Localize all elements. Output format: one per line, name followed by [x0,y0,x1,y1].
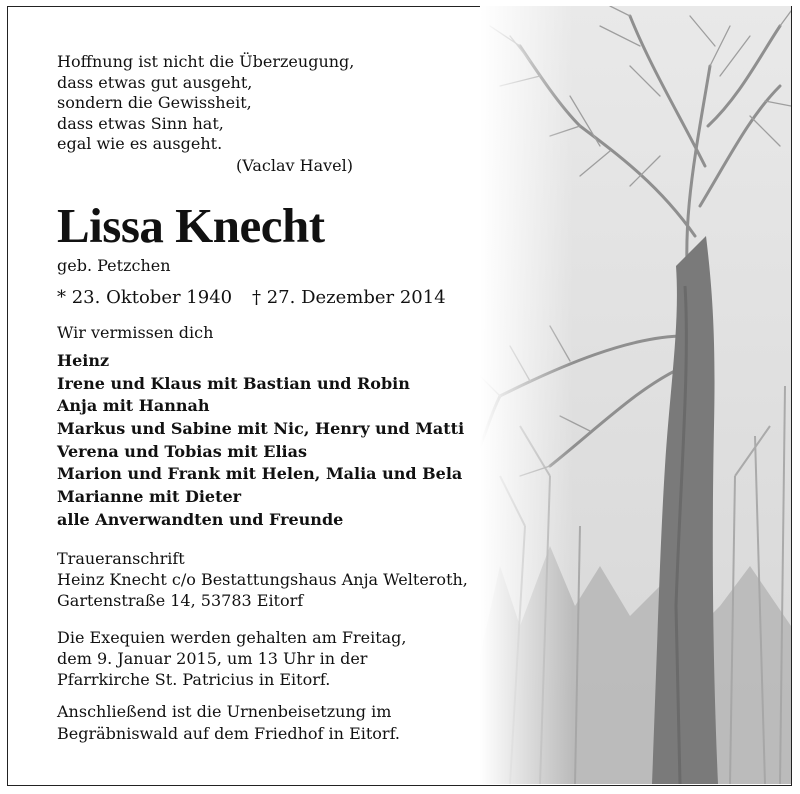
service-line: Die Exequien werden gehalten am Freitag, [57,628,407,647]
mourner-line: Verena und Tobias mit Elias [57,441,307,461]
service-info [57,627,407,690]
mourners-list [57,350,464,532]
address-line: Gartenstraße 14, 53783 Eitorf [57,591,304,610]
quote-block [57,52,354,155]
birth-date: * 23. Oktober 1940 [57,287,233,308]
address-line: Traueranschrift [57,549,185,568]
mourner-line: Marion und Frank mit Helen, Malia und Bela [57,464,463,484]
quote-line: dass etwas gut ausgeht, [57,72,253,92]
service-line: Pfarrkirche St. Patricius in Eitorf. [57,670,331,689]
service-line: dem 9. Januar 2015, um 13 Uhr in der [57,649,368,668]
mourner-line: Marianne mit Dieter [57,487,242,507]
death-date: † 27. Dezember 2014 [252,287,446,308]
quote-author: (Vaclav Havel) [236,156,353,175]
quote-line: Hoffnung ist nicht die Überzeugung, [57,52,355,71]
burial-info [57,701,400,744]
quote-line: sondern die Gewissheit, [57,93,252,112]
burial-line: Begräbniswald auf dem Friedhof in Eitorf. [57,723,401,743]
mourner-line: Heinz [57,351,110,370]
life-dates [57,287,446,308]
mourning-address [57,548,468,611]
mourners-intro: Wir vermissen dich [57,323,214,342]
mourner-line: Anja mit Hannah [57,396,210,416]
quote-line: dass etwas Sinn hat, [57,113,224,133]
deceased-name: Lissa Knecht [57,198,325,253]
tree-photo [480,6,791,784]
mourner-line: Markus und Sabine mit Nic, Henry und Matti [57,419,465,439]
mourner-line: Irene und Klaus mit Bastian und Robin [57,373,410,393]
quote-line: egal wie es ausgeht. [57,134,223,153]
burial-line: Anschließend ist die Urnenbeisetzung im [57,702,392,721]
address-line: Heinz Knecht c/o Bestattungshaus Anja Welteroth, [57,570,468,589]
birth-name: geb. Petzchen [57,256,171,275]
mourner-line: alle Anverwandten und Freunde [57,509,344,529]
